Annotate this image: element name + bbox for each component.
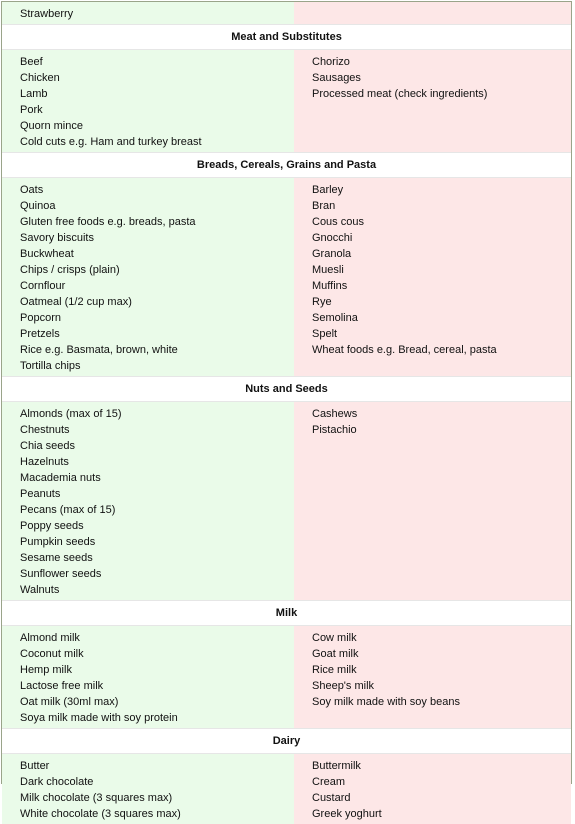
allowed-food-item: Almonds (max of 15) [20, 408, 122, 420]
allowed-food-item: Strawberry [20, 8, 74, 20]
avoid-food-item: Wheat foods e.g. Bread, cereal, pasta [312, 344, 497, 356]
allowed-food-item: Quinoa [20, 200, 56, 212]
allowed-food-item: Lactose free milk [20, 680, 104, 692]
nuts-and-seeds-avoid-column [294, 402, 571, 600]
avoid-food-item: Sausages [312, 72, 361, 84]
avoid-food-item: Gnocchi [312, 232, 353, 244]
allowed-food-item: Milk chocolate (3 squares max) [20, 792, 173, 804]
allowed-food-item: Rice e.g. Basmata, brown, white [20, 344, 178, 356]
allowed-food-item: Dark chocolate [20, 776, 94, 788]
avoid-food-item: Pistachio [312, 424, 357, 436]
meat-and-substitutes-items-row [2, 50, 571, 152]
avoid-food-item: Granola [312, 248, 352, 260]
allowed-food-item: Walnuts [20, 584, 60, 596]
allowed-food-item: Quorn mince [20, 120, 83, 132]
allowed-food-item: Oat milk (30ml max) [20, 696, 119, 708]
allowed-food-item: Sesame seeds [20, 552, 93, 564]
section-header: Nuts and Seeds [2, 376, 571, 402]
meat-and-substitutes-avoid-column [294, 50, 571, 152]
avoid-food-item: Chorizo [312, 56, 350, 68]
milk-avoid-column [294, 626, 571, 728]
allowed-food-item: Oats [20, 184, 44, 196]
allowed-food-item: Peanuts [20, 488, 61, 500]
allowed-food-item: Pumpkin seeds [20, 536, 96, 548]
allowed-food-item: Soya milk made with soy protein [20, 712, 178, 724]
allowed-food-item: Pretzels [20, 328, 60, 340]
allowed-food-item: Chia seeds [20, 440, 76, 452]
section-header: Milk [2, 600, 571, 626]
meat-and-substitutes-allowed-column [2, 50, 294, 152]
avoid-food-item: Rye [312, 296, 332, 308]
milk-items-row [2, 626, 571, 728]
allowed-food-item: Beef [20, 56, 43, 68]
allowed-food-item: Popcorn [20, 312, 61, 324]
allowed-food-item: Hemp milk [20, 664, 72, 676]
allowed-food-item: White chocolate (3 squares max) [20, 808, 181, 820]
allowed-food-item: Hazelnuts [20, 456, 69, 468]
avoid-food-item: Spelt [312, 328, 338, 340]
breads-cereals-grains-and-pasta-items-row [2, 178, 571, 376]
allowed-food-item: Buckwheat [20, 248, 74, 260]
avoid-food-item: Sheep's milk [312, 680, 375, 692]
allowed-food-item: Gluten free foods e.g. breads, pasta [20, 216, 196, 228]
avoid-food-item: Cashews [312, 408, 358, 420]
nuts-and-seeds-items-row [2, 402, 571, 600]
allowed-food-item: Almond milk [20, 632, 80, 644]
allowed-food-item: Chicken [20, 72, 60, 84]
dairy-avoid-column [294, 754, 571, 824]
avoid-food-item: Rice milk [312, 664, 357, 676]
nuts-and-seeds-allowed-column [2, 402, 294, 600]
section-header: Meat and Substitutes [2, 24, 571, 50]
avoid-food-item: Processed meat (check ingredients) [312, 88, 488, 100]
section-header: Breads, Cereals, Grains and Pasta [2, 152, 571, 178]
avoid-food-item: Cow milk [312, 632, 357, 644]
breads-cereals-grains-and-pasta-allowed-column [2, 178, 294, 376]
section-header: Dairy [2, 728, 571, 754]
allowed-food-item: Cornflour [20, 280, 66, 292]
top-avoid-column [294, 2, 571, 24]
avoid-food-item: Cream [312, 776, 346, 788]
avoid-food-item: Goat milk [312, 648, 359, 660]
avoid-food-item: Greek yoghurt [312, 808, 382, 820]
allowed-food-item: Cold cuts e.g. Ham and turkey breast [20, 136, 202, 148]
dairy-items-row [2, 754, 571, 824]
breads-cereals-grains-and-pasta-avoid-column [294, 178, 571, 376]
milk-allowed-column [2, 626, 294, 728]
top-allowed-column [2, 2, 294, 24]
top-items-row [2, 2, 571, 24]
allowed-food-item: Macademia nuts [20, 472, 101, 484]
avoid-food-item: Barley [312, 184, 344, 196]
allowed-food-item: Butter [20, 760, 50, 772]
dairy-allowed-column [2, 754, 294, 824]
allowed-food-item: Chestnuts [20, 424, 70, 436]
allowed-food-item: Pecans (max of 15) [20, 504, 116, 516]
avoid-food-item: Soy milk made with soy beans [312, 696, 460, 708]
allowed-food-item: Lamb [20, 88, 48, 100]
allowed-food-item: Oatmeal (1/2 cup max) [20, 296, 132, 308]
allowed-food-item: Chips / crisps (plain) [20, 264, 120, 276]
allowed-food-item: Pork [20, 104, 43, 116]
avoid-food-item: Muffins [312, 280, 348, 292]
allowed-food-item: Tortilla chips [20, 360, 81, 372]
avoid-food-item: Custard [312, 792, 351, 804]
food-list-table [1, 1, 572, 820]
avoid-food-item: Cous cous [312, 216, 364, 228]
allowed-food-item: Sunflower seeds [20, 568, 102, 580]
avoid-food-item: Bran [312, 200, 336, 212]
allowed-food-item: Savory biscuits [20, 232, 94, 244]
allowed-food-item: Coconut milk [20, 648, 84, 660]
avoid-food-item: Muesli [312, 264, 344, 276]
avoid-food-item: Buttermilk [312, 760, 361, 772]
avoid-food-item: Semolina [312, 312, 358, 324]
allowed-food-item: Poppy seeds [20, 520, 84, 532]
